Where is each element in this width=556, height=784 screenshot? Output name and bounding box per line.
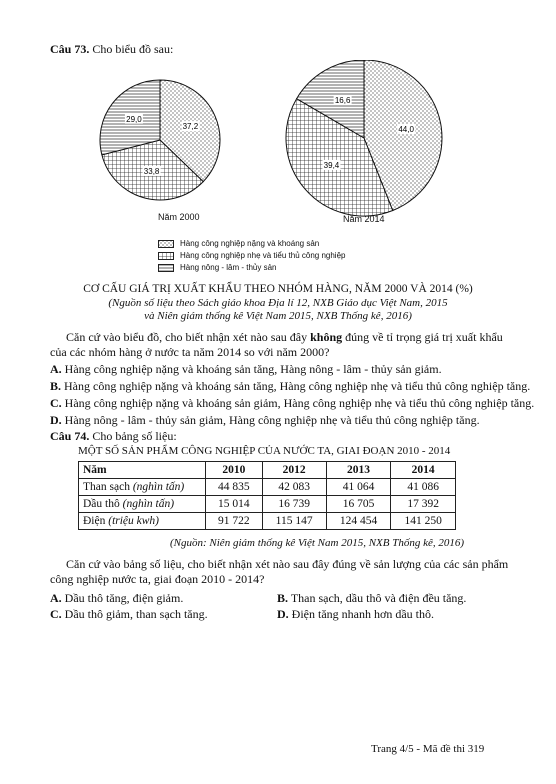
table-row [79,496,456,513]
q73-option-d[interactable]: D. Hàng nông - lâm - thủy sản giảm, Hàng công nghiệp nhẹ và tiểu thủ công nghiệp tăng. [50,413,480,427]
q74-header [50,429,177,444]
chart-source-2: và Niên giám thống kê Việt Nam 2015, NXB Thống kê, 2016) [144,310,412,322]
q73-option-a[interactable]: A. Hàng công nghiệp nặng và khoáng sản tăng, Hàng nông - lâm - thủy sản giảm. [50,362,442,376]
q74-question-line2: công nghiệp nước ta, giai đoạn 2010 - 2014? [50,572,265,586]
table-cell: 17 392 [391,496,456,513]
table-cell: 124 454 [326,513,391,530]
legend-swatch-dots [158,240,174,248]
q73-header [50,42,173,57]
table-cell: 141 250 [391,513,456,530]
row-label: Than sạch (nghìn tấn) [79,479,206,496]
chart-title: CƠ CẤU GIÁ TRỊ XUẤT KHẨU THEO NHÓM HÀNG, NĂM 2000 VÀ 2014 (%) [83,283,473,295]
table-header-cell: Năm [79,462,206,479]
table-header-cell: 2012 [262,462,326,479]
pie-value-label: 44,0 [398,124,414,134]
table-cell: 15 014 [206,496,263,513]
q73-option-c[interactable]: C. Hàng công nghiệp nặng và khoáng sản giảm, Hàng công nghiệp nhẹ và tiểu thủ công nghiệp tăng. [50,396,535,410]
pie-2014-title: Năm 2014 [343,214,385,224]
table-header-cell: 2014 [391,462,456,479]
q73-question-line1 [66,330,536,345]
q74-question-line1: Căn cứ vào bảng số liệu, cho biết nhận xét nào sau đây đúng về sản lượng của các sản phẩm [66,557,509,571]
table-cell: 41 064 [326,479,391,496]
table-title: MỘT SỐ SẢN PHẨM CÔNG NGHIỆP CỦA NƯỚC TA, GIAI ĐOẠN 2010 - 2014 [78,445,451,457]
legend-label-agri: Hàng nông - lâm - thủy sản [180,263,277,272]
table-header-cell: 2010 [206,462,263,479]
table-cell: 41 086 [391,479,456,496]
legend-swatch-grid [158,252,174,260]
table-header-row [79,462,456,479]
row-label: Điện (triệu kwh) [79,513,206,530]
page-footer: Trang 4/5 - Mã đề thi 319 [371,743,485,755]
q73-question-part1: Căn cứ vào biểu đồ, cho biết nhận xét nào sau đây [66,330,311,344]
table-row [79,479,456,496]
q74-option-b[interactable]: B. Than sạch, dầu thô và điện đều tăng. [277,591,467,605]
q74-intro: Cho bảng số liệu: [92,429,177,443]
legend-item-light [158,251,345,260]
legend-label-heavy: Hàng công nghiệp nặng và khoáng sản [180,239,320,248]
table-cell: 16 705 [326,496,391,513]
table-row [79,513,456,530]
legend-swatch-lines [158,264,174,272]
pie-value-label: 39,4 [323,160,340,170]
pie-value-label: 29,0 [126,114,142,124]
data-table [78,461,456,530]
legend-item-heavy [158,239,319,248]
row-label: Dầu thô (nghìn tấn) [79,496,206,513]
q73-label: Câu 73. [50,42,90,56]
table-header-cell: 2013 [326,462,391,479]
table-cell: 16 739 [262,496,326,513]
pie-charts [0,60,556,260]
table-cell: 115 147 [262,513,326,530]
table-cell: 42 083 [262,479,326,496]
table-cell: 44 835 [206,479,263,496]
table-source: (Nguồn: Niên giám thống kê Việt Nam 2015, NXB Thống kê, 2016) [170,537,465,549]
q74-option-d[interactable]: D. Điện tăng nhanh hơn dầu thô. [277,607,434,621]
pie-2000-title: Năm 2000 [158,212,200,222]
q73-question-bold: không [310,330,343,344]
q73-question-part2: đúng về tỉ trọng giá trị xuất khẩu [342,330,503,344]
pie-value-label: 37,2 [182,122,199,132]
q74-label: Câu 74. [50,429,90,443]
legend-item-agri [158,263,277,272]
legend-label-light: Hàng công nghiệp nhẹ và tiểu thủ công nghiệp [180,251,346,260]
table-cell: 91 722 [206,513,263,530]
pie-value-label: 33,8 [143,166,160,176]
chart-source-1: (Nguồn số liệu theo Sách giáo khoa Địa lí 12, NXB Giáo dục Việt Nam, 2015 [108,297,448,309]
pie-value-label: 16,6 [334,95,351,105]
q73-option-b[interactable]: B. Hàng công nghiệp nặng và khoáng sản tăng, Hàng công nghiệp nhẹ và tiểu thủ công nghiệp tăng. [50,379,531,393]
q74-option-c[interactable]: C. Dầu thô giảm, than sạch tăng. [50,607,208,621]
q73-intro: Cho biểu đồ sau: [92,42,174,56]
q73-question-line2: của các nhóm hàng ở nước ta năm 2014 so với năm 2000? [50,345,330,359]
q74-option-a[interactable]: A. Dầu thô tăng, điện giảm. [50,591,184,605]
